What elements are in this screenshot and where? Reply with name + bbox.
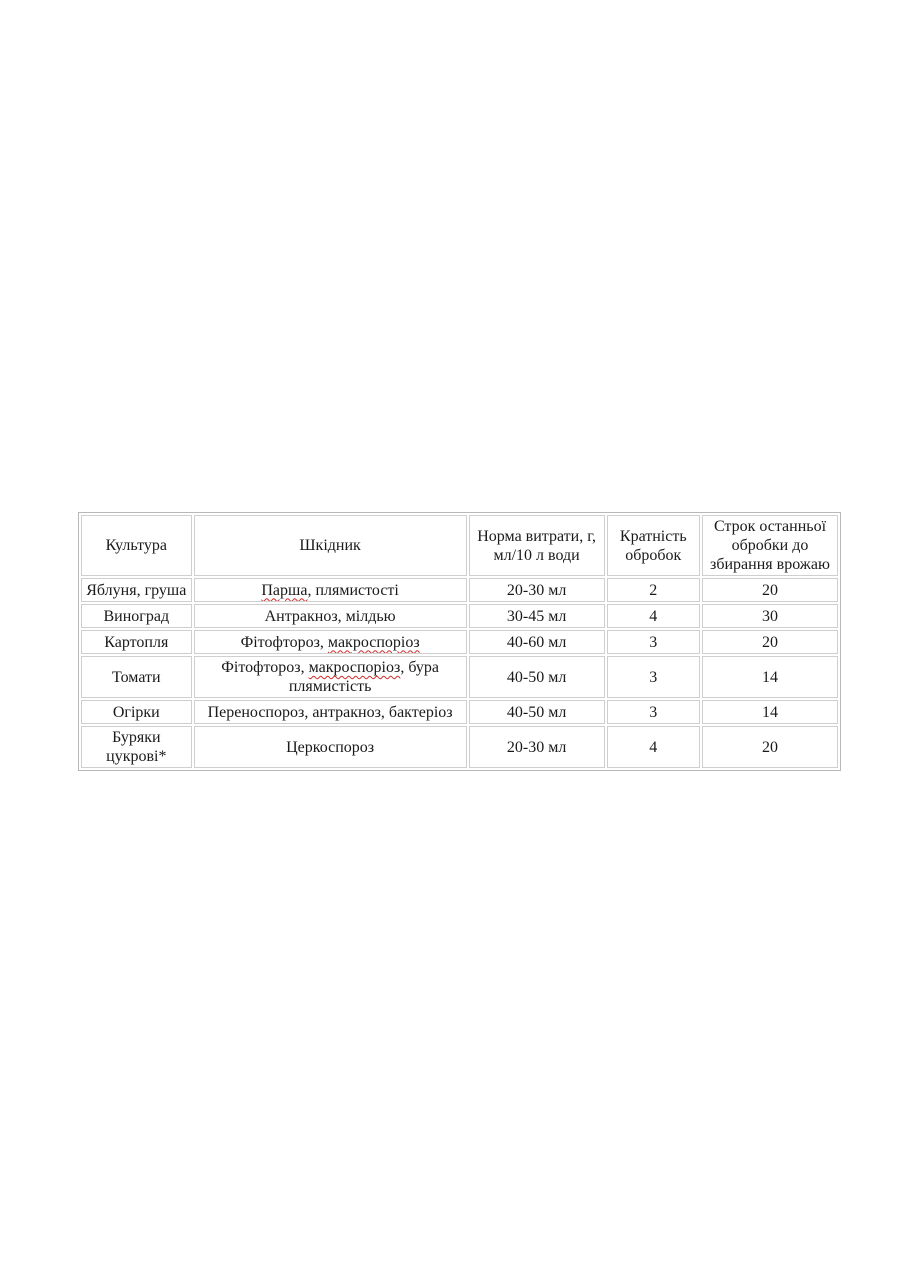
table-row [81,656,838,698]
pest-text: Фітофтороз, [221,659,309,676]
table-row [81,578,838,602]
cell-norm: 40-50 мл [469,700,605,724]
cell-norm: 30-45 мл [469,604,605,628]
header-term: Строк останньої обробки до збирання врожаю [702,515,838,576]
pest-text: Фітофтороз, [240,633,328,651]
pest-text-flagged: макроспоріоз [308,659,401,676]
cell-pest [194,578,467,602]
cell-term: 20 [702,630,838,654]
table-row [81,604,838,628]
cell-norm: 40-50 мл [469,656,605,698]
header-norm: Норма витрати, г, мл/10 л води [469,515,605,576]
table-row [81,630,838,654]
cell-norm: 20-30 мл [469,726,605,768]
cell-pest: Церкоспороз [194,726,467,768]
cell-multiplicity: 4 [607,726,700,768]
cell-pest [194,630,467,654]
cell-term: 20 [702,726,838,768]
pest-text-flagged: Парша [261,581,308,599]
cell-crop: Виноград [81,604,192,628]
cell-multiplicity: 4 [607,604,700,628]
cell-norm: 20-30 мл [469,578,605,602]
cell-crop: Томати [81,656,192,698]
pesticide-usage-table [78,512,841,771]
cell-term: 30 [702,604,838,628]
cell-term: 20 [702,578,838,602]
table-header-row [81,515,838,576]
table-container [78,512,841,771]
pest-text-flagged: макроспоріоз [327,633,420,651]
table-row [81,700,838,724]
cell-crop: Картопля [81,630,192,654]
header-multiplicity: Кратність обробок [607,515,700,576]
cell-pest: Переноспороз, антракноз, бактеріоз [194,700,467,724]
cell-term: 14 [702,656,838,698]
cell-crop: Яблуня, груша [81,578,192,602]
header-pest: Шкідник [194,515,467,576]
cell-multiplicity: 2 [607,578,700,602]
pest-text: , бура плямистість [288,659,439,695]
cell-multiplicity: 3 [607,700,700,724]
cell-multiplicity: 3 [607,630,700,654]
header-crop: Культура [81,515,192,576]
table-row [81,726,838,768]
cell-pest [194,656,467,698]
cell-crop: Буряки цукрові* [81,726,192,768]
cell-norm: 40-60 мл [469,630,605,654]
cell-multiplicity: 3 [607,656,700,698]
cell-crop: Огірки [81,700,192,724]
cell-term: 14 [702,700,838,724]
pest-text: , плямистості [307,581,399,599]
cell-pest: Антракноз, мілдью [194,604,467,628]
